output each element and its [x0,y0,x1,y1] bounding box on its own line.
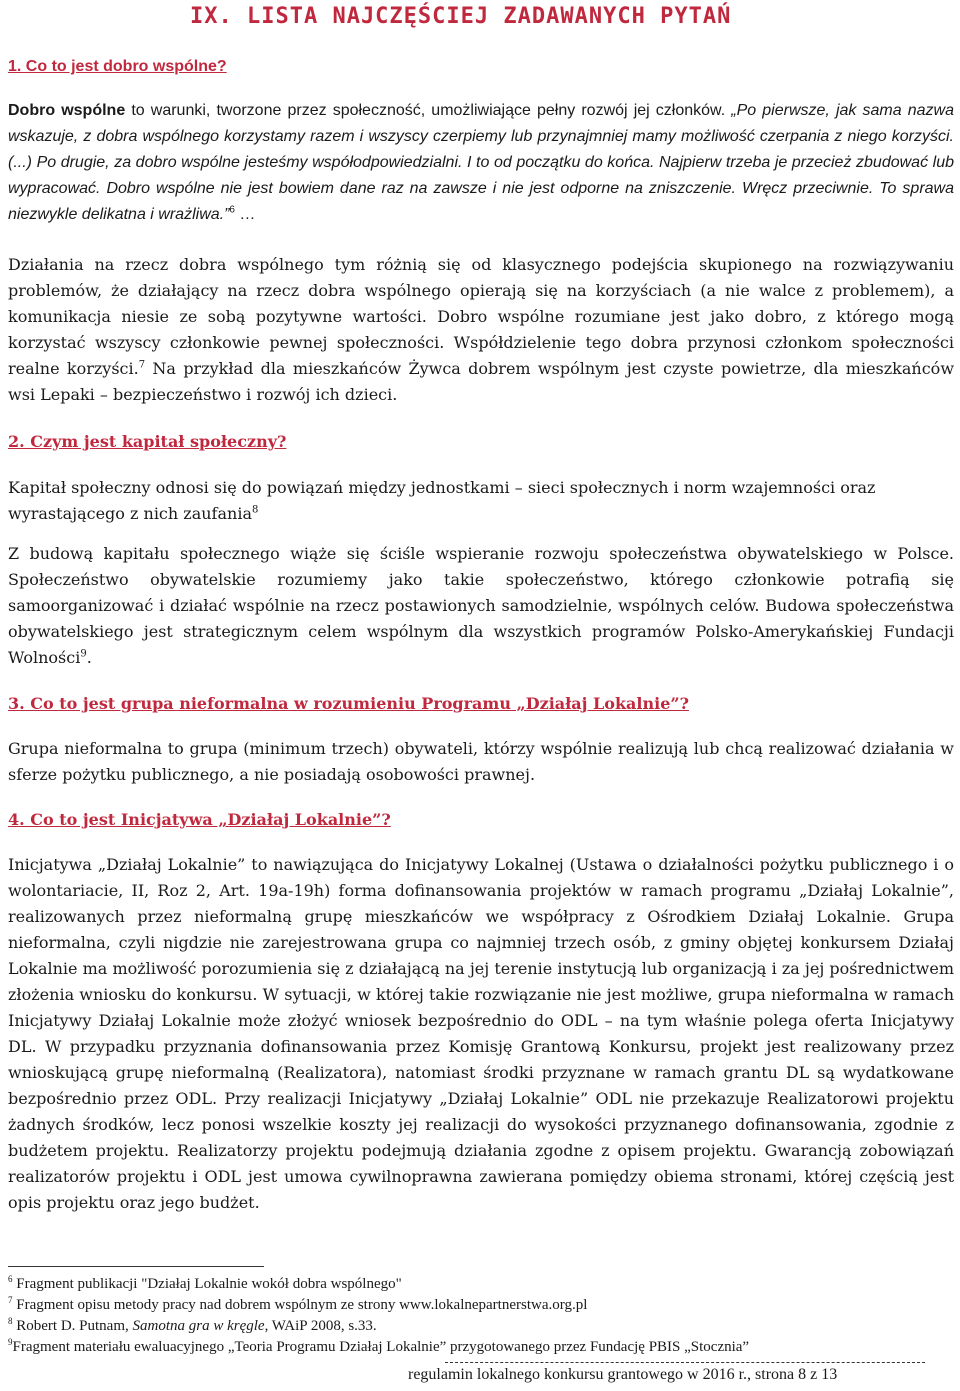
footer-separator [445,1362,925,1363]
footnote-ref-6[interactable]: 6 [229,204,235,216]
q2-paragraph-2 [8,541,954,671]
footnote-6 [8,1274,954,1294]
footnote-6-number: 6 [8,1274,13,1284]
q2-paragraph-1 [8,475,888,527]
q1-paragraph-2 [8,252,954,408]
footnote-7-number: 7 [8,1295,13,1305]
q4-paragraph-1: Inicjatywa „Działaj Lokalnie” to nawiązująca do Inicjatywy Lokalnej (Ustawa o działalności pożytku publicznego i o wolontariacie, II, Roz 2, Art. 19a-19h) forma dofinansowania projektów w ramach programu „Działaj Lokalnie”, realizowanych przez nieformalną grupę mieszkańców we współpracy z Ośrodkiem Działaj Lokalnie. Grupa nieformalna, czyli nigdzie nie zarejestrowana grupa co najmniej trzech osób, z gminy objętej konkursem Działaj Lokalnie ma możliwość porozumienia się z działającą na jej terenie instytucją lub organizacją i za jej pośrednictwem złożenia wniosku do konkursu. W sytuacji, w której takie rozwiązanie nie jest możliwe, grupa nieformalna w ramach Inicjatywy Działaj Lokalnie może złożyć wniosek bezpośrednio do ODL – na tym właśnie polega oferta Inicjatywy DL. W przypadku przyznania dofinansowania przez Komisję Grantową Konkursu, projekt jest realizowany przez wnioskującą grupę nieformalną (Realizatora), natomiast środki przyznane w ramach grantu DL są wydatkowane bezpośrednio przez ODL. Przy realizacji Inicjatywy „Działaj Lokalnie” ODL nie przekazuje Realizatorowi projektu żadnych środków, lecz ponosi wszelkie koszty jej realizacji do wysokości przyznanego dofinansowania, zgodnie z budżetem projektu. Realizatorzy projektu podejmują działania zgodne z opisem projektu. Gwarancją zobowiązań realizatorów projektu i ODL jest umowa cywilnoprawna zawierana pomiędzy obiema stronami, której częścią jest opis projektu oraz jego budżet. [8,855,954,1212]
question-2-heading: 2. Czym jest kapitał społeczny? [8,432,287,451]
q1-ellipsis: … [234,206,256,223]
footnote-9 [8,1337,954,1357]
footnote-8-publisher: , WAiP 2008, s.33. [264,1318,377,1334]
footnote-ref-7[interactable]: 7 [138,359,146,371]
q3-paragraph-1: Grupa nieformalna to grupa (minimum trzech) obywateli, którzy wspólnie realizują lub chcą realizować działania w sferze pożytku publicznego, a nie posiadają osobowości prawnej. [8,739,954,784]
footnote-7 [8,1295,954,1315]
question-1-heading: 1. Co to jest dobro wspólne? [8,58,227,75]
footnote-8-number: 8 [8,1316,13,1326]
q1-quote: „Po pierwsze, jak sama nazwa wskazuje, z dobra wspólnego korzystamy razem i wszyscy czerpiemy lub przynajmniej mamy możliwość czerpania z niego korzyści. (...) Po drugie, za dobro wspólne jesteśmy współodpowiedzialni. I to od początku do końca. Najpierw trzeba je przecież zbudować lub wypracować. Dobro wspólne nie jest bowiem dane raz na zawsze i nie jest odporne na zniszczenie. Wręcz przeciwnie. To sprawa niezwykle delikatna i wrażliwa.” [8,102,954,223]
q1-definition: to warunki, tworzone przez społeczność, umożliwiające pełny rozwój jej członków. [125,102,732,119]
q2-p1-text: Kapitał społeczny odnosi się do powiązań między jednostkami – sieci społecznych i norm wzajemności oraz wyrastającego z nich zaufania [8,478,876,523]
page-footer: regulamin lokalnego konkursu grantowego w 2016 r., strona 8 z 13 [408,1366,838,1383]
footnote-7-text: Fragment opisu metody pracy nad dobrem wspólnym ze strony www.lokalnepartnerstwa.org.pl [12,1297,588,1313]
footnote-8-author: Robert D. Putnam, [12,1318,133,1334]
q2-p2-end: . [86,648,92,667]
footnote-ref-9[interactable]: 9 [80,648,87,660]
question-3-heading: 3. Co to jest grupa nieformalna w rozumieniu Programu „Działaj Lokalnie”? [8,694,689,713]
section-title: IX. LISTA NAJCZĘŚCIEJ ZADAWANYCH PYTAŃ [190,4,732,29]
footnote-9-text: Fragment materiału ewaluacyjnego „Teoria Programu Działaj Lokalnie” przygotowanego przez Fundację PBIS „Stocznia” [12,1339,750,1355]
q2-p2-text: Z budową kapitału społecznego wiąże się ściśle wspieranie rozwoju społeczeństwa obywatelskiego w Polsce. Społeczeństwo obywatelskie rozumiemy jako takie społeczeństwo, którego członkowie potrafią się samoorganizować i działać wspólnie na rzecz postawionych samodzielnie, wspólnych celów. Budowa społeczeństwa obywatelskiego jest strategicznym celem wspólnym dla wszystkich programów Polsko-Amerykańskiej Fundacji Wolności [8,544,954,667]
q1-paragraph-1 [8,98,954,228]
q1-p2-rest: Na przykład dla mieszkańców Żywca dobrem wspólnym jest czyste powietrze, dla mieszkańców wsi Lepaki – bezpieczeństwo i rozwój ich dzieci. [8,359,955,404]
footnote-9-number: 9 [8,1337,13,1347]
footnote-separator [8,1266,264,1267]
term-dobro-wspolne: Dobro wspólne [8,102,126,119]
footnote-6-text: Fragment publikacji "Działaj Lokalnie wokół dobra wspólnego" [12,1276,402,1292]
footnote-8-title: Samotna gra w kręgle [132,1318,265,1334]
footnote-8 [8,1316,954,1336]
footnote-ref-8[interactable]: 8 [251,504,259,516]
question-4-heading: 4. Co to jest Inicjatywa „Działaj Lokalnie”? [8,810,391,829]
q1-p2-text: Działania na rzecz dobra wspólnego tym różnią się od klasycznego podejścia skupionego na rozwiązywaniu problemów, że działający na rzecz dobra wspólnego opierają się na korzyściach (a nie walce z problemem), a komunikacja niesie ze sobą pozytywne wartości. Dobro wspólne rozumiane jest jako dobro, z którego mogą korzystać wszyscy członkowie pewnej społeczności. Współdzielenie tego dobra przynosi członkom społeczności realne korzyści. [8,255,954,378]
